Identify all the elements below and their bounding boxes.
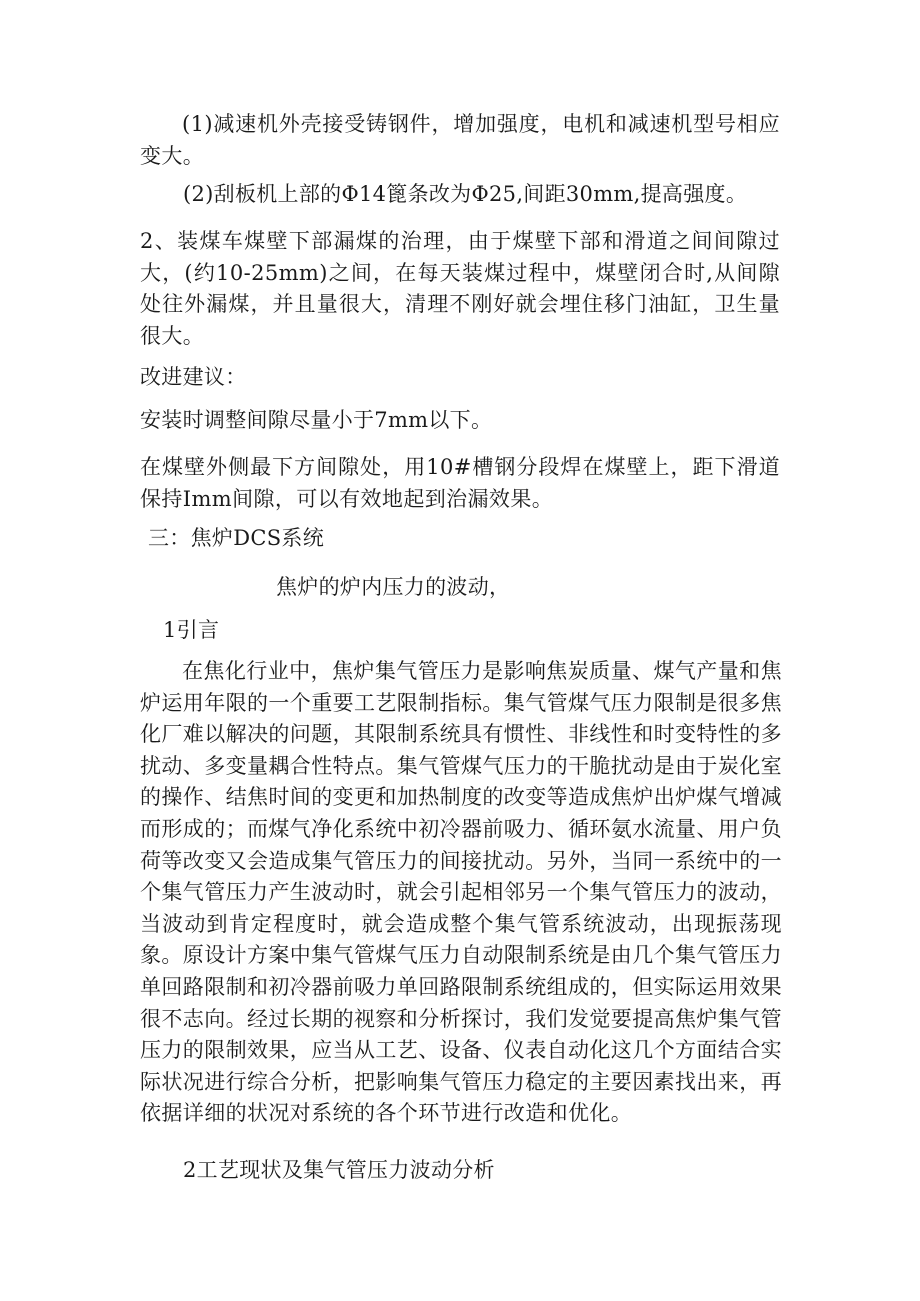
subtitle-pressure-fluctuation: 焦炉的炉内压力的波动， (276, 575, 511, 599)
paragraph-coal-leak: 2、装煤车煤壁下部漏煤的治理，由于煤壁下部和滑道之间间隙过大，(约10-25mm)之间，在每天装煤过程中，煤壁闭合时,从间隙处往外漏煤，并且量很大，清理不刚好就会埋住移门油缸，卫生量很大。 (140, 229, 780, 348)
paragraph-reducer-housing: (1)减速机外壳接受铸钢件，增加强度，电机和减速机型号相应变大。 (140, 112, 780, 168)
paragraph-channel-steel: 在煤壁外侧最下方间隙处，用10#槽钢分段焊在煤壁上，距下滑道保持Imm间隙，可以有效地起到治漏效果。 (140, 455, 780, 511)
paragraph-introduction-body: 在焦化行业中，焦炉集气管压力是影响焦炭质量、煤气产量和焦炉运用年限的一个重要工艺限制指标。集气管煤气压力限制是很多焦化厂难以解决的问题，其限制系统具有惯性、非线性和时变特性的多扰动、多变量耦合性特点。集气管煤气压力的干脆扰动是由于炭化室的操作、结焦时间的变更和加热制度的改变等造成焦炉出炉煤气增减而形成的；而煤气净化系统中初冷器前吸力、循环氨水流量、用户负荷等改变又会造成集气管压力的间接扰动。另外，当同一系统中的一个集气管压力产生波动时，就会引起相邻另一个集气管压力的波动，当波动到肯定程度时，就会造成整个集气管系统波动，出现振荡现象。原设计方案中集气管煤气压力自动限制系统是由几个集气管压力单回路限制和初冷器前吸力单回路限制系统组成的，但实际运用效果很不志向。经过长期的视察和分析探讨，我们发觉要提高焦炉集气管压力的限制效果，应当从工艺、设备、仪表自动化这几个方面结合实际状况进行综合分析，把影响集气管压力稳定的主要因素找出来，再依据详细的状况对系统的各个环节进行改造和优化。 (140, 659, 782, 1126)
heading-introduction: 1引言 (163, 618, 220, 642)
heading-improvement-suggestion: 改进建议： (140, 365, 247, 389)
paragraph-scraper-grate: (2)刮板机上部的Φ14篦条改为Φ25,间距30mm,提高强度。 (183, 182, 748, 206)
paragraph-gap-adjust: 安装时调整间隙尽量小于7mm以下。 (140, 408, 493, 432)
section-heading-dcs: 三：焦炉DCS系统 (148, 526, 324, 550)
heading-process-status: 2工艺现状及集气管压力波动分析 (183, 1158, 495, 1182)
